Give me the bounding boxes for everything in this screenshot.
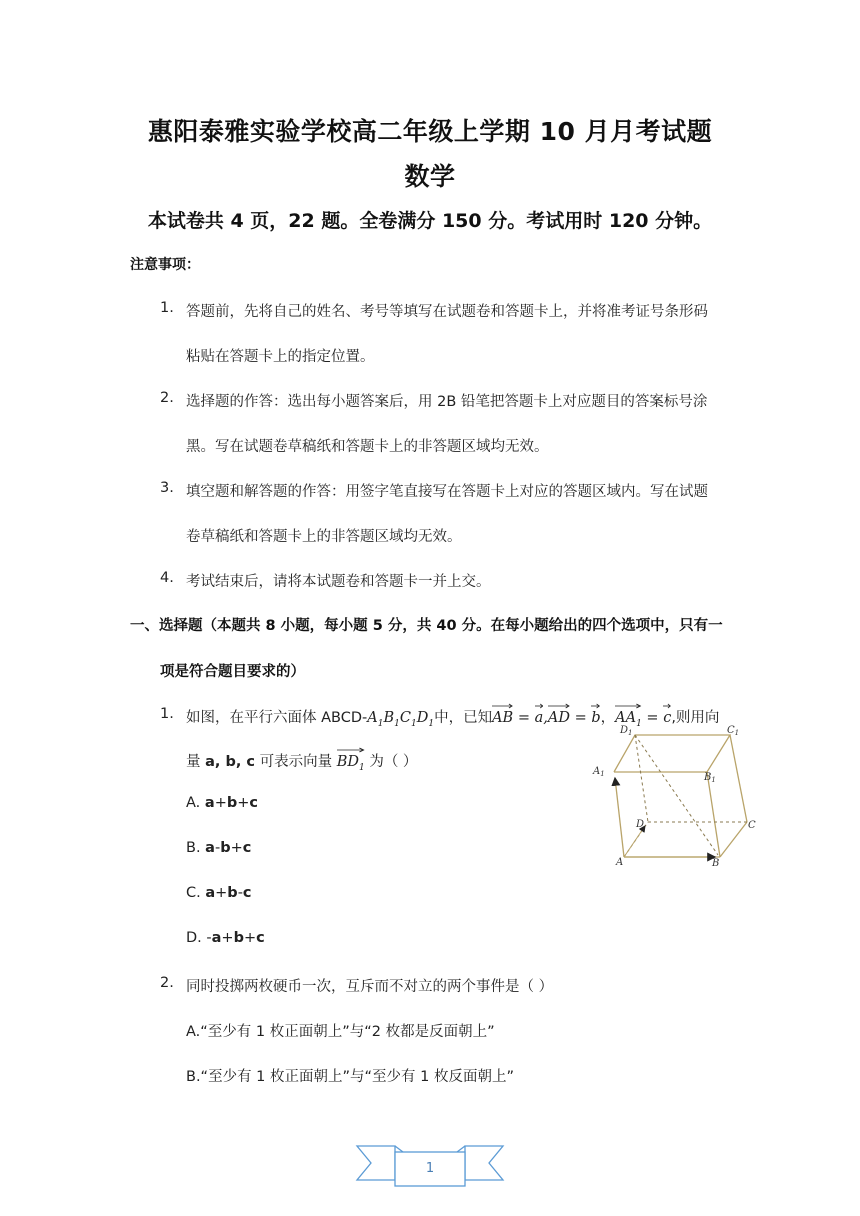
label-b: B xyxy=(712,858,720,869)
label-c1: $C_1$ xyxy=(727,725,740,737)
q1-vector-aa1-eq-c: $AA_1$ = c xyxy=(615,710,671,726)
edge-b1-b xyxy=(707,772,720,857)
notice-4-line1: 考试结束后，请将本试题卷和答题卡一并上交。 xyxy=(186,574,491,590)
notice-num-4: 4. xyxy=(160,570,174,586)
label-a: A xyxy=(616,857,624,868)
ribbon-left-fold xyxy=(395,1146,403,1152)
notice-3-line2: 卷草稿纸和答题卡上的非答题区域均无效。 xyxy=(186,529,462,545)
edge-b-c xyxy=(720,822,747,857)
notice-heading: 注意事项： xyxy=(130,257,200,273)
exam-title: 惠阳泰雅实验学校高二年级上学期 10 月月考试题 xyxy=(147,117,713,146)
q1-text-part3: ， xyxy=(600,710,616,726)
notice-3-line1: 填空题和解答题的作答：用签字笔直接写在答题卡上对应的答题区域内。写在试题 xyxy=(186,484,708,500)
diagonal-bd1 xyxy=(635,735,718,855)
notice-2-line1: 选择题的作答：选出每小题答案后，用 2B 铅笔把答题卡上对应题目的答案标号涂 xyxy=(186,394,708,410)
q1-option-d: D. -a+b+c xyxy=(186,930,265,946)
top-face-edges xyxy=(614,735,730,772)
q1-vector-letters: a, b, c xyxy=(205,754,255,770)
q1-option-b: B. a-b+c xyxy=(186,840,252,856)
vector-ad-arrow xyxy=(624,826,645,857)
q1-vector-bd1: $BD_1$ xyxy=(337,754,365,770)
label-d: D xyxy=(636,819,645,830)
ribbon-left-tail xyxy=(357,1146,395,1180)
q2-number: 2. xyxy=(160,975,174,991)
q1-option-a: A. a+b+c xyxy=(186,795,258,811)
section-choice-heading-cont: 项是符合题目要求的） xyxy=(160,664,305,680)
label-c: C xyxy=(748,820,756,831)
notice-2-line2: 黑。写在试题卷草稿纸和答题卡上的非答题区域均无效。 xyxy=(186,439,549,455)
hidden-edge-d1-d xyxy=(635,735,648,822)
q1-text-part4: ,则用向 xyxy=(671,710,720,726)
q1-text-part1: 如图，在平行六面体 ABCD- xyxy=(186,710,368,726)
label-d1: $D_1$ xyxy=(620,725,633,737)
q1-vector-ab-eq-a: AB = a, AD = b xyxy=(492,710,601,726)
q1-stem-line2: 量 a, b, c 可表示向量 $BD_1$ 为（ ） xyxy=(186,750,417,773)
notice-num-2: 2. xyxy=(160,390,174,406)
q1-solid-name: $A_1B_1C_1D_1$ xyxy=(367,710,435,729)
q2-stem: 同时投掷两枚硬币一次，互斥而不对立的两个事件是（ ） xyxy=(186,979,554,995)
notice-1-line2: 粘贴在答题卡上的指定位置。 xyxy=(186,349,375,365)
parallelepiped-figure xyxy=(590,720,770,870)
notice-num-3: 3. xyxy=(160,480,174,496)
q2-option-a: A.“至少有 1 枚正面朝上”与“2 枚都是反面朝上” xyxy=(186,1024,495,1040)
notice-num-1: 1. xyxy=(160,300,174,316)
vector-aa1-arrow xyxy=(615,778,624,857)
label-a1: $A_1$ xyxy=(593,766,605,778)
notice-1-line1: 答题前，先将自己的姓名、考号等填写在试题卷和答题卡上，并将准考证号条形码 xyxy=(186,304,708,320)
q1-number: 1. xyxy=(160,706,174,722)
q2-option-b: B.“至少有 1 枚正面朝上”与“至少有 1 枚反面朝上” xyxy=(186,1069,514,1085)
section-choice-heading: 一、选择题（本题共 8 小题，每小题 5 分，共 40 分。在每小题给出的四个选项中，只有一 xyxy=(130,618,723,634)
q1-text-part2: 中，已知 xyxy=(434,710,493,726)
subject-title: 数学 xyxy=(404,162,456,191)
page-number: 1 xyxy=(425,1161,435,1176)
q1-option-c: C. a+b-c xyxy=(186,885,252,901)
exam-summary: 本试卷共 4 页，22 题。全卷满分 150 分。考试用时 120 分钟。 xyxy=(147,210,713,232)
label-b1: $B_1$ xyxy=(704,772,716,784)
edge-c1-c xyxy=(730,735,747,822)
ribbon-right-fold xyxy=(457,1146,465,1152)
ribbon-right-tail xyxy=(465,1146,503,1180)
